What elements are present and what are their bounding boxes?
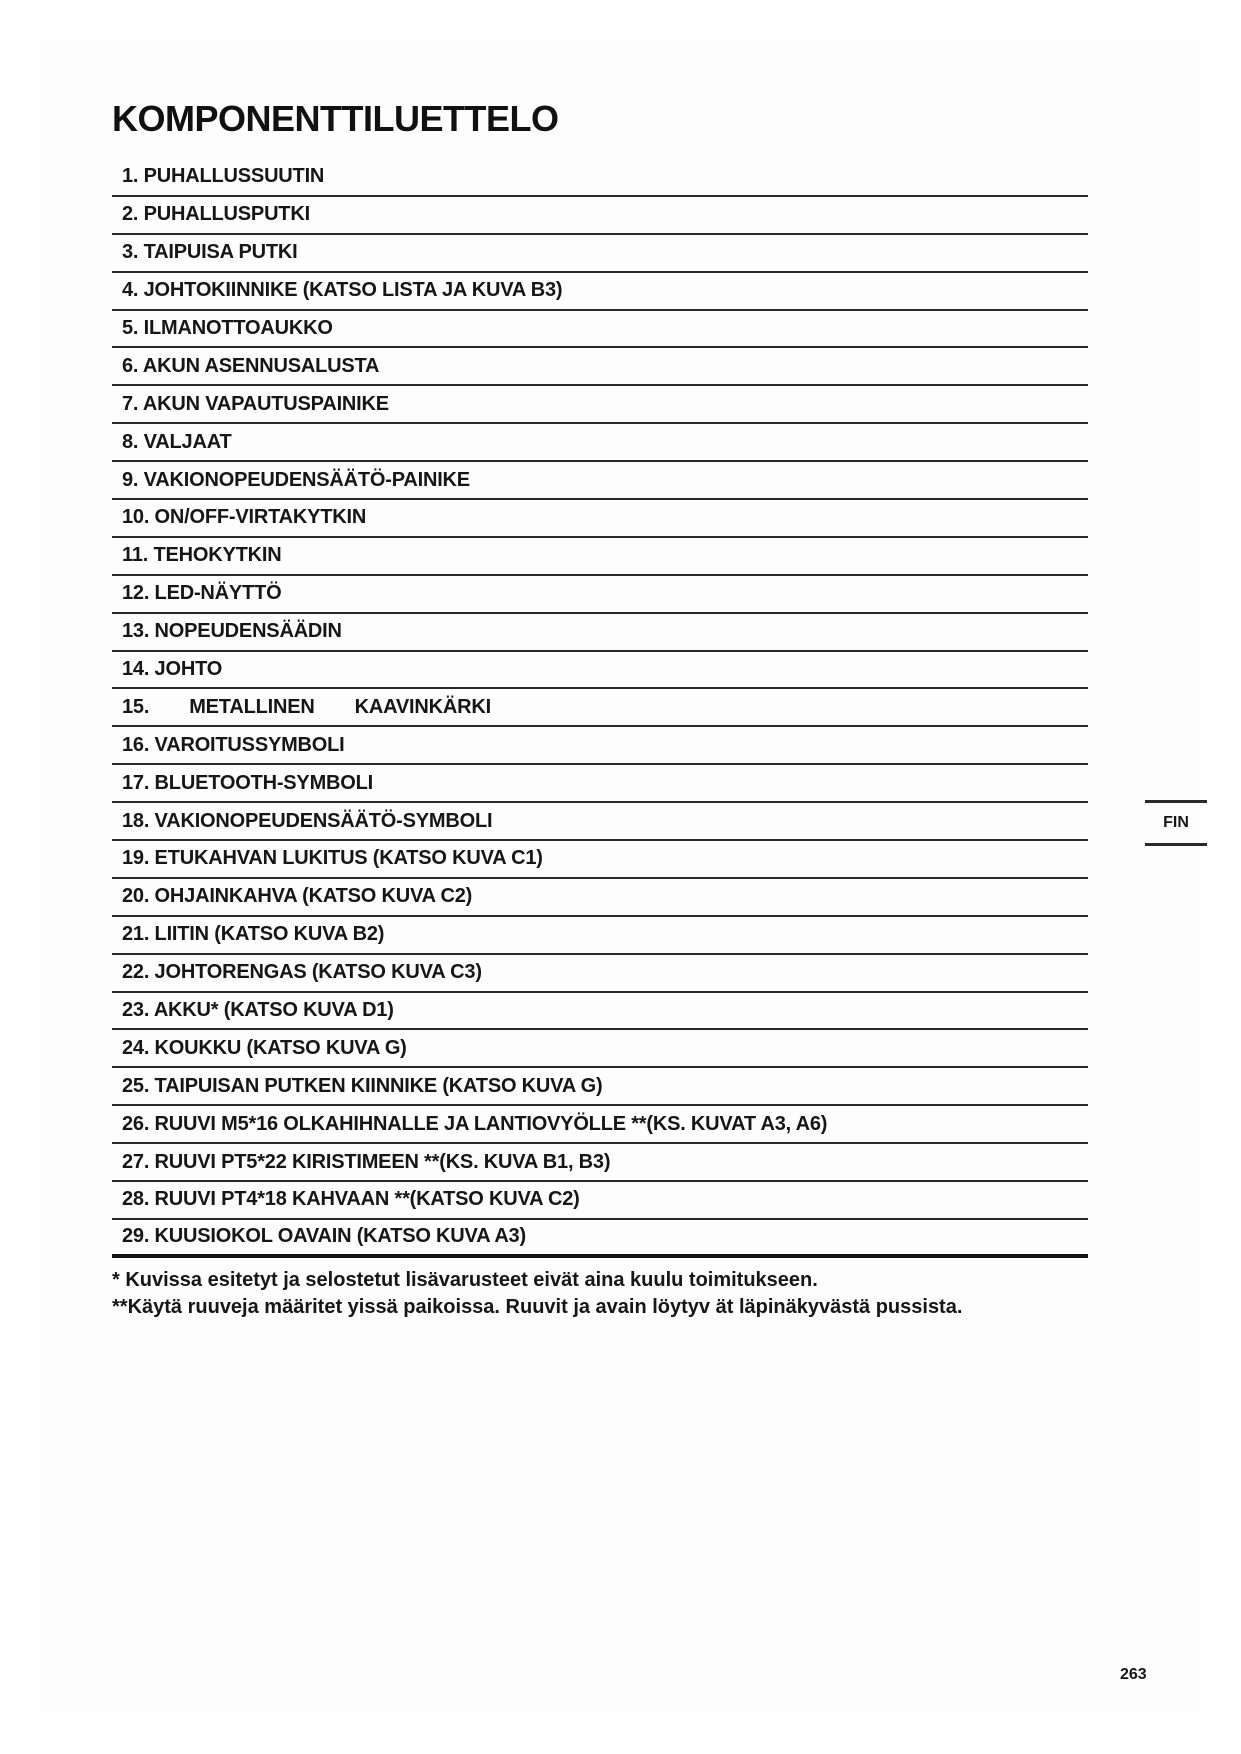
item-number: 15. <box>122 695 150 718</box>
footnotes <box>112 1267 1092 1321</box>
list-item: 1. PUHALLUSSUUTIN <box>112 159 1088 197</box>
page-title: KOMPONENTTILUETTELO <box>112 98 559 139</box>
footnote: **Käytä ruuveja määritet yissä paikoissa. Ruuvit ja avain löytyv ät läpinäkyvästä pussista. <box>112 1296 963 1318</box>
list-item: 5. ILMANOTTOAUKKO <box>112 311 1088 349</box>
list-item: 14. JOHTO <box>112 652 1088 690</box>
list-item: 18. VAKIONOPEUDENSÄÄTÖ-SYMBOLI <box>112 803 1088 841</box>
list-item: 3. TAIPUISA PUTKI <box>112 235 1088 273</box>
list-item: 9. VAKIONOPEUDENSÄÄTÖ-PAINIKE <box>112 462 1088 500</box>
list-item: 25. TAIPUISAN PUTKEN KIINNIKE (KATSO KUVA G) <box>112 1068 1088 1106</box>
list-item: 13. NOPEUDENSÄÄDIN <box>112 614 1088 652</box>
footnote: * Kuvissa esitetyt ja selostetut lisävarusteet eivät aina kuulu toimitukseen. <box>112 1269 818 1291</box>
list-item: 23. AKKU* (KATSO KUVA D1) <box>112 993 1088 1031</box>
list-item: 11. TEHOKYTKIN <box>112 538 1088 576</box>
list-item: 17. BLUETOOTH-SYMBOLI <box>112 765 1088 803</box>
list-item: 27. RUUVI PT5*22 KIRISTIMEEN **(KS. KUVA B1, B3) <box>112 1144 1088 1182</box>
item-text-part: KAAVINKÄRKI <box>354 695 491 718</box>
list-item: 2. PUHALLUSPUTKI <box>112 197 1088 235</box>
list-item: 4. JOHTOKIINNIKE (KATSO LISTA JA KUVA B3) <box>112 273 1088 311</box>
list-item: 28. RUUVI PT4*18 KAHVAAN **(KATSO KUVA C2) <box>112 1182 1088 1220</box>
list-item: 10. ON/OFF-VIRTAKYTKIN <box>112 500 1088 538</box>
language-tab: FIN <box>1145 800 1207 846</box>
list-item: 22. JOHTORENGAS (KATSO KUVA C3) <box>112 955 1088 993</box>
list-item: 19. ETUKAHVAN LUKITUS (KATSO KUVA C1) <box>112 841 1088 879</box>
page-number: 263 <box>1120 1666 1147 1683</box>
list-item: 7. AKUN VAPAUTUSPAINIKE <box>112 386 1088 424</box>
list-item: 12. LED-NÄYTTÖ <box>112 576 1088 614</box>
list-item <box>112 689 1088 727</box>
list-item: 24. KOUKKU (KATSO KUVA G) <box>112 1030 1088 1068</box>
list-item: 29. KUUSIOKOL OAVAIN (KATSO KUVA A3) <box>112 1220 1088 1258</box>
component-list <box>112 159 1088 1258</box>
list-item: 8. VALJAAT <box>112 424 1088 462</box>
list-item: 20. OHJAINKAHVA (KATSO KUVA C2) <box>112 879 1088 917</box>
list-item: 26. RUUVI M5*16 OLKAHIHNALLE JA LANTIOVYÖLLE **(KS. KUVAT A3, A6) <box>112 1106 1088 1144</box>
list-item: 16. VAROITUSSYMBOLI <box>112 727 1088 765</box>
list-item: 6. AKUN ASENNUSALUSTA <box>112 348 1088 386</box>
list-item: 21. LIITIN (KATSO KUVA B2) <box>112 917 1088 955</box>
item-text-part: METALLINEN <box>189 695 315 718</box>
